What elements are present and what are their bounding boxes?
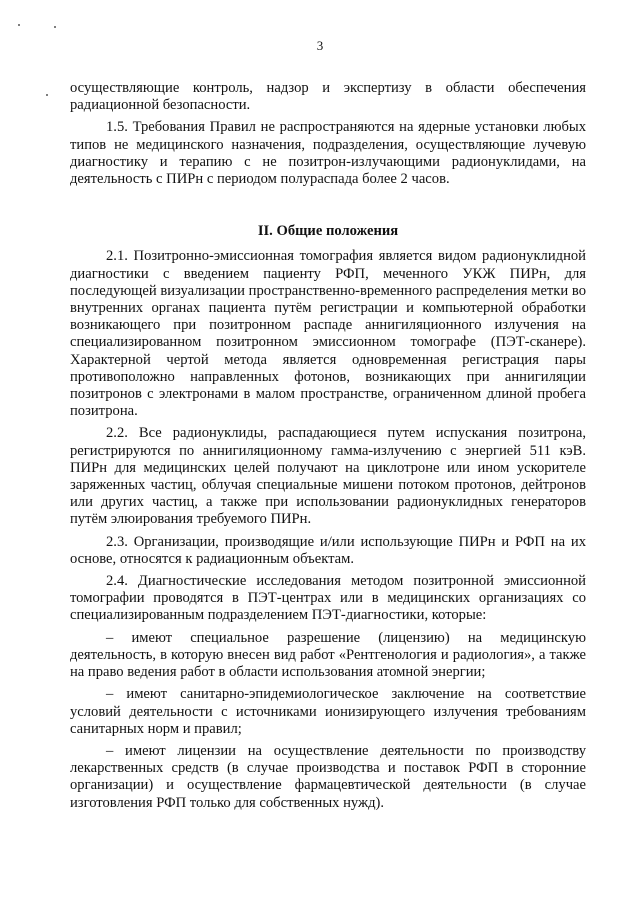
- scan-speck: [54, 26, 56, 28]
- scan-speck: [46, 94, 48, 96]
- paragraph-2-3: 2.3. Организации, производящие и/или использующие ПИРн и РФП на их основе, относятся к радиационным объектам.: [70, 533, 586, 567]
- page-number: 3: [316, 38, 324, 53]
- paragraph-2-2: 2.2. Все радионуклиды, распадающиеся путем испускания позитрона, регистрируются по аннигиляционному гамма-излучению с энергией 511 кэВ. ПИРн для медицинских целей получают на циклотроне или ином ускорителе заряженных частиц, облучая специальные мишени потоком протонов, дейтронов или других частиц, а также при использовании радионуклидных генераторов путём элюирования требуемого ПИРн.: [70, 425, 586, 528]
- list-item-sanitary-conclusion: – имеют санитарно-эпидемиологическое заключение на соответствие условий деятельности с источниками ионизирующего излучения требованиям санитарных норм и правил;: [70, 686, 586, 737]
- list-item-license: – имеют специальное разрешение (лицензию) на медицинскую деятельность, в которую внесен вид работ «Рентгенология и радиология», а также на право ведения работ в области использования атомной энергии;: [70, 629, 586, 681]
- section-heading: II. Общие положения: [257, 223, 399, 240]
- document-body: [70, 80, 586, 817]
- scan-speck: [18, 24, 20, 26]
- paragraph-2-4: 2.4. Диагностические исследования методом позитронной эмиссионной томографии проводятся в ПЭТ-центрах или в медицинских организациях со специализированным подразделением ПЭТ-диагностики, которые:: [70, 573, 586, 624]
- paragraph-continuation: осуществляющие контроль, надзор и экспертизу в области обеспечения радиационной безопасности.: [70, 80, 586, 114]
- list-item-production-license: – имеют лицензии на осуществление деятельности по производству лекарственных средств (в случае производства и поставок РФП в сторонние организации) и осуществление фармацевтической деятельности (в случае изготовления РФП только для собственных нужд).: [70, 742, 586, 811]
- paragraph-2-1: 2.1. Позитронно-эмиссионная томография является видом радионуклидной диагностики с введением пациенту РФП, меченного УКЖ ПИРн, для последующей визуализации пространственно-временного распределения метки во внутренних органах пациента путём регистрации и компьютерной обработки возникающего при позитронном распаде аннигиляционного излучения на специализированном позитронном эмиссионном томографе (ПЭТ-сканере). Характерной чертой метода является одновременная регистрация пары противоположно направленных фотонов, возникающих при аннигиляции позитронов с электронами в малом пространстве, ограниченном длиной пробега позитрона.: [70, 248, 586, 420]
- paragraph-1-5: 1.5. Требования Правил не распространяются на ядерные установки любых типов не медицинского назначения, подразделения, осуществляющие лучевую диагностику и терапию с не позитрон-излучающими радионуклидами, на деятельность с ПИРн с периодом полураспада более 2 часов.: [70, 119, 586, 188]
